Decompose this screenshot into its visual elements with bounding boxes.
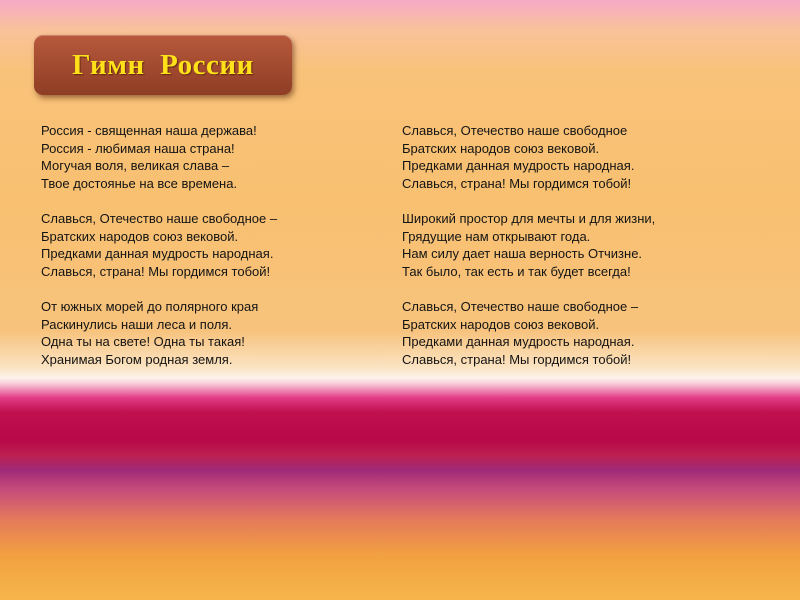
stanza (41, 210, 277, 280)
lyric-line: Хранимая Богом родная земля. (41, 351, 233, 367)
lyric-line: Предками данная мудрость народная. (402, 158, 635, 174)
lyric-line: Могучая воля, великая слава – (41, 158, 230, 174)
lyric-line: Славься, страна! Мы гордимся тобой! (41, 263, 271, 279)
lyric-line: Россия - любимая наша страна! (41, 140, 235, 156)
lyric-line: Братских народов союз вековой. (41, 228, 239, 244)
lyric-line: Так было, так есть и так будет всегда! (402, 263, 631, 279)
lyric-line: Одна ты на свете! Одна ты такая! (41, 334, 245, 350)
lyric-line: Славься, Отечество наше свободное (402, 123, 628, 138)
lyric-line: Твое достоянье на все времена. (41, 175, 238, 191)
lyric-line: Славься, страна! Мы гордимся тобой! (402, 175, 632, 191)
slide-title: Гимн России (72, 48, 254, 81)
lyric-line: Славься, Отечество наше свободное – (41, 210, 278, 226)
stanza (402, 122, 655, 192)
right-lyrics-column (402, 122, 655, 368)
left-lyrics-column (41, 122, 277, 368)
title-banner (34, 35, 292, 95)
lyric-line: Россия - священная наша держава! (41, 123, 257, 138)
stanza (41, 298, 277, 368)
stanza (402, 298, 655, 368)
stanza (41, 122, 277, 192)
lyric-line: Нам силу дает наша верность Отчизне. (402, 246, 643, 262)
lyric-line: Славься, Отечество наше свободное – (402, 298, 639, 314)
lyric-line: Братских народов союз вековой. (402, 140, 600, 156)
lyric-line: Предками данная мудрость народная. (402, 334, 635, 350)
lyric-line: Славься, страна! Мы гордимся тобой! (402, 351, 632, 367)
stanza (402, 210, 655, 280)
lyric-line: От южных морей до полярного края (41, 298, 259, 314)
lyric-line: Братских народов союз вековой. (402, 316, 600, 332)
lyric-line: Раскинулись наши леса и поля. (41, 316, 233, 332)
lyric-line: Предками данная мудрость народная. (41, 246, 274, 262)
lyric-line: Широкий простор для мечты и для жизни, (402, 210, 656, 226)
lyric-line: Грядущие нам открывают года. (402, 228, 591, 244)
